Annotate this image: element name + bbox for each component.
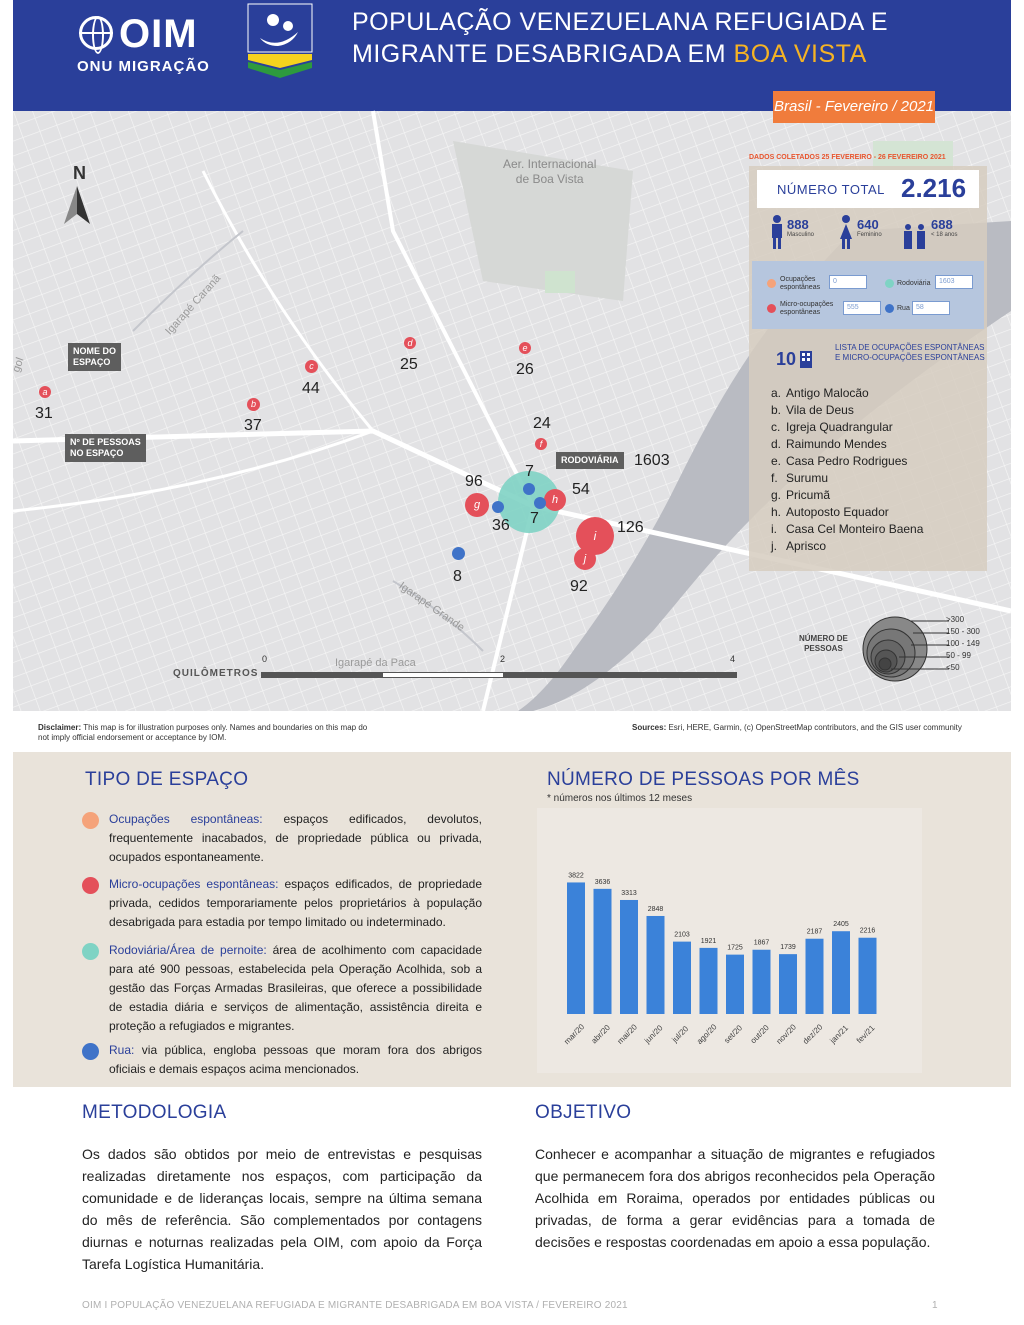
chart-container <box>537 808 922 1073</box>
legend-range: <50 <box>946 663 960 672</box>
edge-place-label: gol <box>10 356 27 374</box>
count-label: 54 <box>572 481 590 498</box>
category-label: ago/20 <box>694 1022 719 1047</box>
page-number: 1 <box>932 1300 938 1311</box>
type-item-micro: Micro-ocupações espontâneas: espaços edificados, de propriedade privada, cedidos temporariamente pelos proprietários à população desabrigada para estadia por tempo limitado ou indeterminado. <box>82 875 482 932</box>
logo-subtitle: ONU MIGRAÇÃO <box>77 58 210 75</box>
legend-range: 100 - 149 <box>946 639 980 648</box>
category-label: jun/20 <box>642 1023 665 1046</box>
list-item: h. Autoposto Equador <box>771 505 889 519</box>
count-label: 31 <box>35 405 53 422</box>
metodologia-title: METODOLOGIA <box>82 1102 227 1123</box>
map-point-f[interactable]: f <box>535 438 547 450</box>
map-area <box>10 111 1011 711</box>
legend-range: 50 - 99 <box>946 651 971 660</box>
callout-space-name: NOME DO ESPAÇO <box>68 343 121 371</box>
building-icon <box>799 350 813 368</box>
legend-range: >300 <box>946 615 965 624</box>
category-label: jan/21 <box>828 1023 851 1046</box>
size-legend-icon <box>861 616 951 682</box>
rodoviaria-label: RODOVIÁRIA <box>556 452 624 469</box>
count-label: 24 <box>533 415 551 432</box>
site-list <box>771 385 923 555</box>
disclaimer: Disclaimer: This map is for illustration purposes only. Names and boundaries on this map do not imply official endorsement or acceptance by IOM. <box>38 723 368 742</box>
micro-dot <box>767 304 776 313</box>
bar-out/20 <box>753 950 771 1014</box>
logo-text: OIM <box>119 12 198 56</box>
category-label: dez/20 <box>801 1022 825 1046</box>
list-item: c. Igreja Quadrangular <box>771 420 893 434</box>
data-label: 3822 <box>568 872 584 880</box>
children-count: 688 < 18 anos <box>931 217 958 238</box>
rodoviaria-circle <box>82 943 99 960</box>
category-label: abr/20 <box>589 1023 612 1046</box>
female-count: 640 Feminino <box>857 217 882 238</box>
count-label: 7 <box>525 463 534 480</box>
bar-set/20 <box>726 955 744 1014</box>
data-label: 2103 <box>674 931 690 939</box>
size-legend-title: NÚMERO DE PESSOAS <box>799 634 848 653</box>
legend-range: 150 - 300 <box>946 627 980 636</box>
tipo-title: TIPO DE ESPAÇO <box>85 769 249 790</box>
list-item: i. Casa Cel Monteiro Baena <box>771 522 924 536</box>
north-label: N <box>73 163 86 183</box>
rua-value: 58 <box>912 301 950 315</box>
bar-chart <box>537 808 922 1073</box>
micro-value: 555 <box>843 301 881 315</box>
type-item-rua: Rua: via pública, engloba pessoas que moram fora dos abrigos oficiais e demais espaços acima mencionados. <box>82 1041 482 1079</box>
objetivo-text: Conhecer e acompanhar a situação de migrantes e refugiados que permanecem fora dos abrigos reconhecidos pela Operação Acolhida em Roraima, operados por entidades públicas ou privadas, de forma a gerar evidências para a tomada de decisões e respostas coordenadas em apoio a essa população. <box>535 1146 935 1250</box>
category-label: jul/20 <box>670 1024 691 1045</box>
rua-circle <box>82 1043 99 1060</box>
count-label: 36 <box>492 517 510 534</box>
total-value: 2.216 <box>901 173 967 203</box>
category-label: mar/20 <box>562 1022 587 1047</box>
map-point-rua[interactable] <box>452 547 465 560</box>
male-icon <box>770 215 784 249</box>
bar-jan/21 <box>832 931 850 1014</box>
count-label: 92 <box>570 578 588 595</box>
ocupacao-dot <box>767 279 776 288</box>
total-box <box>757 170 979 208</box>
children-icon <box>902 223 928 249</box>
stream-label: Igarapé Grande <box>396 579 467 635</box>
rua-dot <box>885 304 894 313</box>
map-point-g[interactable]: g <box>465 493 489 517</box>
rodoviaria-dot <box>885 279 894 288</box>
globe-icon <box>79 16 113 50</box>
data-label: 2848 <box>647 905 664 913</box>
date-badge: Brasil - Fevereiro / 2021 <box>773 91 935 123</box>
count-label: 44 <box>302 380 320 397</box>
map-point-j[interactable]: j <box>574 548 596 570</box>
map-point-rua[interactable] <box>534 497 546 509</box>
map-point-i[interactable]: i <box>576 517 614 555</box>
female-icon <box>839 215 853 249</box>
type-item-ocupacao: Ocupações espontâneas: espaços edificados, devolutos, frequentemente inacabados, de propriedade pública ou privada, ocupados espontaneamente. <box>82 810 482 867</box>
bar-mar/20 <box>567 882 585 1014</box>
map-point-e[interactable]: e <box>519 342 531 354</box>
data-label: 2216 <box>859 927 876 935</box>
map-point-b[interactable]: b <box>247 398 260 411</box>
data-label: 1867 <box>753 939 770 947</box>
list-item: f. Surumu <box>771 471 829 485</box>
page-title: POPULAÇÃO VENEZUELANA REFUGIADA E MIGRANTE DESABRIGADA EM BOA VISTA <box>352 8 889 68</box>
chart-title: NÚMERO DE PESSOAS POR MÊS <box>547 769 860 790</box>
list-title: LISTA DE OCUPAÇÕES ESPONTÂNEAS E MICRO-OCUPAÇÕES ESPONTÂNEAS <box>835 343 985 362</box>
male-count: 888 Masculino <box>787 217 815 238</box>
bar-jul/20 <box>673 942 691 1014</box>
scale-bar <box>261 672 737 678</box>
count-label: 1603 <box>634 452 670 469</box>
count-label: 37 <box>244 417 262 434</box>
scale-tick: 2 <box>500 654 506 664</box>
rodoviaria-value: 1603 <box>935 275 973 289</box>
data-label: 1725 <box>727 944 743 952</box>
category-label: set/20 <box>722 1023 745 1046</box>
airport-label: Aer. Internacional de Boa Vista <box>503 157 597 186</box>
map-point-c[interactable]: c <box>305 360 318 373</box>
map-point-d[interactable]: d <box>404 337 416 349</box>
scale-tick: 0 <box>262 654 268 664</box>
map-point-h[interactable]: h <box>544 489 566 511</box>
list-item: b. Vila de Deus <box>771 403 854 417</box>
data-label: 2405 <box>833 921 849 929</box>
total-label: NÚMERO TOTAL <box>777 182 885 197</box>
count-label: 25 <box>400 356 418 373</box>
stream-label: Igarapé da Paca <box>335 657 416 669</box>
count-label: 126 <box>617 519 644 536</box>
category-label: fev/21 <box>854 1023 877 1046</box>
category-label: mai/20 <box>615 1022 639 1046</box>
map-point-a[interactable]: a <box>39 386 51 398</box>
footer-text: OIM I POPULAÇÃO VENEZUELANA REFUGIADA E MIGRANTE DESABRIGADA EM BOA VISTA / FEVEREIRO 2021 <box>82 1300 628 1311</box>
type-item-rodoviaria: Rodoviária/Área de pernoite: área de acolhimento com capacidade para até 900 pessoas, estabelecida pela Operação Acolhida, sob a gestão das Forças Armadas Brasileiras, que oferece a possibilidade de estadia diária e serviços de alimentação, assistência direita e proteção a refugiados e migrantes. <box>82 941 482 1036</box>
count-label: 7 <box>530 510 539 527</box>
scale-tick: 4 <box>730 654 736 664</box>
bar-fev/21 <box>859 938 877 1014</box>
bar-jun/20 <box>647 916 665 1014</box>
metodologia-text: Os dados são obtidos por meio de entrevistas e pesquisas realizadas diretamente nos espaços, com participação da comunidade e de lideranças locais, sempre na última semana do mês de referência. São complementados por contagens diurnas e noturnas realizadas pela OIM, com apoio da Força Tarefa Logística Humanitária. <box>82 1146 482 1272</box>
map-point-rua[interactable] <box>492 501 504 513</box>
operacao-acolhida-emblem-icon <box>248 4 312 78</box>
data-label: 2187 <box>806 928 823 936</box>
data-label: 1739 <box>780 944 796 952</box>
data-label: 3313 <box>621 889 637 897</box>
scale-title: QUILÔMETROS <box>173 668 259 679</box>
sources: Sources: Esri, HERE, Garmin, (c) OpenStreetMap contributors, and the GIS user community <box>632 723 962 732</box>
ocupacao-value: 0 <box>829 275 867 289</box>
list-item: j. Aprisco <box>771 539 827 553</box>
count-label: 8 <box>453 568 462 585</box>
list-count: 10 <box>776 349 797 369</box>
bar-dez/20 <box>806 939 824 1014</box>
bar-mai/20 <box>620 900 638 1014</box>
ocupacao-circle <box>82 812 99 829</box>
micro-circle <box>82 877 99 894</box>
list-item: d. Raimundo Mendes <box>771 437 887 451</box>
bar-nov/20 <box>779 954 797 1014</box>
count-label: 96 <box>465 473 483 490</box>
category-label: nov/20 <box>774 1022 798 1046</box>
chart-note: * números nos últimos 12 meses <box>547 793 693 804</box>
stream-label: Igarapé Caranã <box>163 272 224 338</box>
collection-dates: DADOS COLETADOS 25 FEVEREIRO - 26 FEVEREIRO 2021 <box>749 154 946 161</box>
list-item: g. Pricumã <box>771 488 831 502</box>
count-label: 26 <box>516 361 534 378</box>
type-breakdown: Ocupações espontâneas 0 Micro-ocupações espontâneas 555 Rodoviária 1603 Rua 58 <box>752 261 984 329</box>
north-arrow-icon <box>62 186 92 226</box>
objetivo-title: OBJETIVO <box>535 1102 632 1123</box>
list-item: a. Antigo Malocão <box>771 386 869 400</box>
callout-people-count: Nº DE PESSOAS NO ESPAÇO <box>65 434 146 462</box>
list-item: e. Casa Pedro Rodrigues <box>771 454 908 468</box>
bar-ago/20 <box>700 948 718 1014</box>
map-point-rua[interactable] <box>523 483 535 495</box>
data-label: 3636 <box>594 878 611 886</box>
category-label: out/20 <box>748 1023 771 1046</box>
bar-abr/20 <box>594 889 612 1014</box>
data-label: 1921 <box>700 937 717 945</box>
